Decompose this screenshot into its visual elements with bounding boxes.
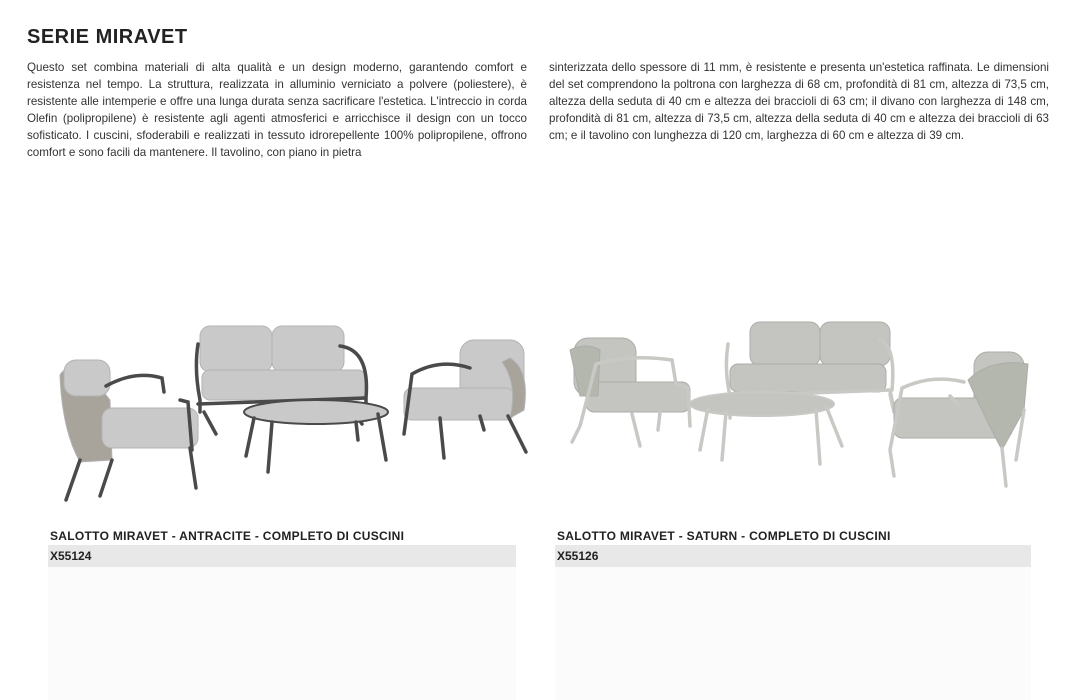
product-code-antracite: X55124 — [50, 549, 92, 563]
armchair-left — [60, 360, 198, 500]
product-name-antracite: SALOTTO MIRAVET - ANTRACITE - COMPLETO DI CUSCINI — [50, 529, 405, 543]
armchair-left — [570, 338, 690, 446]
product-details-area-antracite — [48, 567, 516, 700]
furniture-set-illustration — [40, 300, 530, 510]
coffee-table — [690, 392, 842, 464]
armchair-right — [404, 340, 526, 458]
furniture-set-illustration — [550, 300, 1040, 510]
furniture-set — [60, 326, 526, 500]
product-image-saturn — [550, 300, 1040, 510]
product-image-antracite — [40, 300, 530, 510]
description-column-right: sinterizzata dello spessore di 11 mm, è resistente e presenta un'estetica raffinata. Le dimensioni del set comprendono la poltrona con larghezza di 68 cm, profondità di 81 cm, altezza di 73,5 cm, altezza della seduta di 40 cm e altezza dei braccioli di 63 cm; il divano con larghezza di 148 cm, profondità di 81 cm, altezza di 73,5 cm, altezza della seduta di 40 cm e altezza dei braccioli di 63 cm; e il tavolino con lunghezza di 120 cm, larghezza di 60 cm e altezza di 39 cm. — [549, 61, 1049, 142]
description-column-left: Questo set combina materiali di alta qualità e un design moderno, garantendo comfort e resistenza nel tempo. La struttura, realizzata in alluminio verniciato a polvere (poliestere), è resistente alle intemperie e offre una lunga durata senza sacrificare l'estetica. L'intreccio in corda Olefin (polipropilene) è resistente agli agenti atmosferici e arricchisce il design con un tocco sofisticato. I cuscini, sfoderabili e realizzati in tessuto idrorepellente 100% polipropilene, offrono comfort e sono facili da mantenere. Il tavolino, con piano in pietra — [27, 61, 527, 159]
product-name-saturn: SALOTTO MIRAVET - SATURN - COMPLETO DI CUSCINI — [557, 529, 891, 543]
product-code-bar-antracite — [48, 545, 516, 567]
furniture-set — [570, 322, 1028, 486]
product-details-area-saturn — [555, 567, 1031, 700]
product-code-saturn: X55126 — [557, 549, 599, 563]
coffee-table — [244, 400, 388, 472]
page-title: SERIE MIRAVET — [27, 26, 188, 48]
product-code-bar-saturn — [555, 545, 1031, 567]
armchair-right — [890, 352, 1028, 486]
